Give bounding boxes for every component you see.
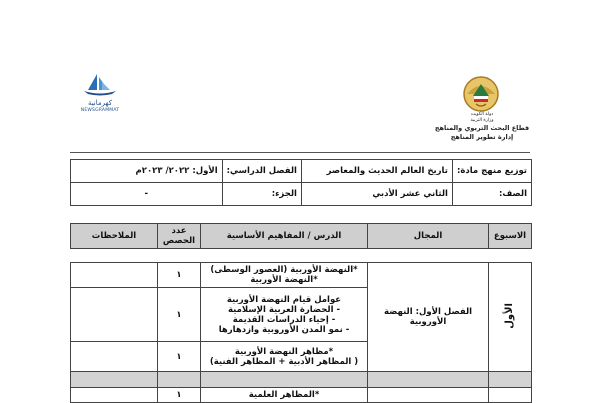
week-cell (489, 263, 532, 372)
lesson-line: عوامل قيام النهضة الأوربية (226, 294, 342, 305)
lesson-line: *مظاهر النهضة الأوربية (234, 346, 334, 357)
partner-logo-name: كهرمانية (87, 99, 113, 107)
table-row (71, 388, 532, 403)
ministry-line-2: وزارة التربية (470, 118, 494, 123)
partner-logo-subtitle: NEWSGRAMMAT (80, 108, 120, 113)
notes-cell (71, 342, 158, 372)
kuwait-emblem-icon (462, 74, 500, 114)
partner-logo (72, 72, 128, 122)
plan-table-header (70, 223, 532, 249)
lesson-line: *النهضة الأوربية (العصور الوسطى) (210, 265, 358, 276)
separator-cell (158, 372, 201, 388)
separator-cell (201, 372, 368, 388)
field-cell (368, 388, 489, 403)
periods-cell: ١ (158, 342, 201, 372)
grade-value: الثاني عشر الأدبي (301, 183, 452, 206)
separator-row (71, 372, 532, 388)
header-divider (70, 152, 530, 153)
separator-cell (489, 372, 532, 388)
sector-name: قطاع البحث التربوي والمناهج (434, 124, 530, 132)
periods-cell: ١ (158, 288, 201, 342)
separator-cell (71, 372, 158, 388)
lesson-cell (201, 342, 368, 372)
field-cell: الفصل الأول: النهضة الأوروبية (368, 263, 489, 372)
department-name: إدارة تطوير المناهج (450, 133, 514, 141)
sailboat-logo-icon (82, 72, 118, 96)
grade-label: الصف: (452, 183, 531, 206)
part-label: الجزء: (222, 183, 301, 206)
subject-label: توزيع منهج مادة: (452, 160, 531, 183)
term-value: الأول: ٢٠٢٢/ ٢٠٢٣م (71, 160, 223, 183)
lesson-line: ( المظاهر الأدبية + المظاهر الفنية) (209, 356, 359, 367)
week-label: الأول (504, 302, 515, 329)
subject-value: تاريخ العالم الحديث والمعاصر (301, 160, 452, 183)
ministry-text (432, 112, 532, 142)
part-value: - (71, 183, 223, 206)
header-periods: عدد الحصص (158, 224, 201, 249)
lesson-cell (201, 288, 368, 342)
periods-cell: ١ (158, 263, 201, 288)
lesson-line: - نمو المدن الأوروبية وازدهارها (218, 324, 350, 335)
term-label: الفصل الدراسي: (222, 160, 301, 183)
ministry-line-1: دولة الكويت (470, 112, 494, 117)
notes-cell (71, 388, 158, 403)
lesson-cell (201, 263, 368, 288)
periods-cell: ١ (158, 388, 201, 403)
info-table (70, 159, 532, 206)
lesson-cell: *المظاهر العلمية (201, 388, 368, 403)
lesson-line: - إحياء الدراسات القديمة (232, 314, 336, 325)
header-week: الاسبوع (489, 224, 532, 249)
lesson-line: - الحضارة العربية الإسلامية (227, 304, 341, 315)
header-field: المجال (368, 224, 489, 249)
week-cell (489, 388, 532, 403)
header-lesson: الدرس / المفاهيم الأساسية (201, 224, 368, 249)
header-notes: الملاحظات (71, 224, 158, 249)
plan-table-body (70, 262, 532, 403)
lesson-line: *النهضة الأوربية (250, 275, 318, 286)
separator-cell (368, 372, 489, 388)
notes-cell (71, 288, 158, 342)
table-row (71, 263, 532, 288)
notes-cell (71, 263, 158, 288)
